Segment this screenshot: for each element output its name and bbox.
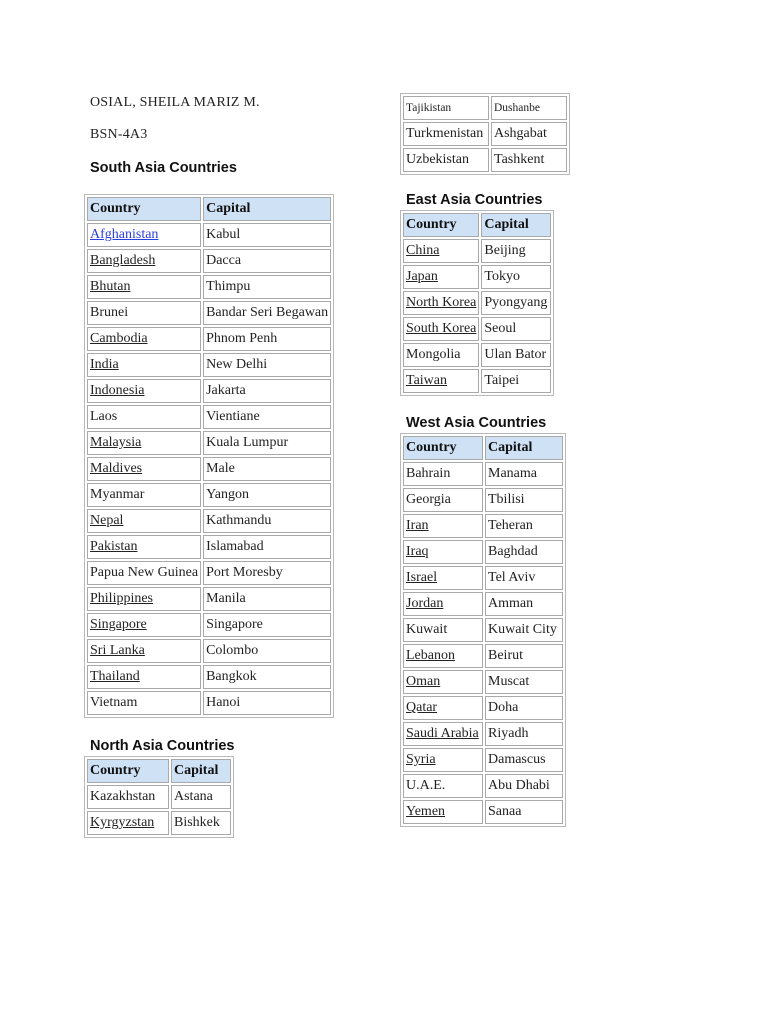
column-header-capital: Capital: [485, 436, 563, 460]
table-row: [87, 509, 331, 533]
capital-cell: Ulan Bator: [481, 343, 551, 367]
capital-cell: Tel Aviv: [485, 566, 563, 590]
capital-cell: Doha: [485, 696, 563, 720]
capital-cell: Port Moresby: [203, 561, 331, 585]
table-row: [403, 462, 563, 486]
column-header-country: Country: [403, 213, 479, 237]
table-row: [403, 317, 551, 341]
country-cell: [87, 665, 201, 689]
country-cell: [87, 535, 201, 559]
country-cell: [87, 483, 201, 507]
table-header-row: [403, 213, 551, 237]
country-cell: [403, 696, 483, 720]
country-link[interactable]: Qatar: [406, 700, 438, 715]
capital-cell: Manama: [485, 462, 563, 486]
column-header-country: Country: [87, 759, 169, 783]
country-name: Brunei: [90, 305, 129, 320]
country-cell: [403, 618, 483, 642]
capital-cell: Beijing: [481, 239, 551, 263]
country-cell: [87, 405, 201, 429]
column-header-country: Country: [87, 197, 201, 221]
capital-cell: Abu Dhabi: [485, 774, 563, 798]
country-cell: [87, 691, 201, 715]
table-row: [87, 405, 331, 429]
country-cell: [403, 488, 483, 512]
table-row: [87, 457, 331, 481]
country-link[interactable]: Bangladesh: [90, 253, 156, 268]
table-row: [403, 96, 567, 120]
table-row: [87, 301, 331, 325]
capital-cell: Baghdad: [485, 540, 563, 564]
table-row: [87, 785, 231, 809]
table-row: [403, 800, 563, 824]
table-row: [87, 431, 331, 455]
column-header-capital: Capital: [203, 197, 331, 221]
country-name: Kazakhstan: [90, 789, 156, 804]
capital-cell: Phnom Penh: [203, 327, 331, 351]
country-link[interactable]: China: [406, 243, 440, 258]
table-row: [403, 696, 563, 720]
table-row: [403, 592, 563, 616]
capital-cell: Yangon: [203, 483, 331, 507]
country-cell: [87, 249, 201, 273]
country-cell: [403, 644, 483, 668]
country-link[interactable]: Taiwan: [406, 373, 448, 388]
capital-cell: Astana: [171, 785, 231, 809]
table-row: [403, 722, 563, 746]
table-header-row: [87, 759, 231, 783]
country-name: Kuwait: [406, 622, 448, 637]
country-name: Uzbekistan: [406, 152, 469, 167]
table-row: [87, 483, 331, 507]
table-row: [403, 774, 563, 798]
capital-cell: Kuala Lumpur: [203, 431, 331, 455]
capital-cell: Dacca: [203, 249, 331, 273]
capital-cell: Kabul: [203, 223, 331, 247]
country-cell: [403, 122, 489, 146]
country-cell: [87, 301, 201, 325]
table-row: [87, 613, 331, 637]
capital-cell: Thimpu: [203, 275, 331, 299]
table-header-row: [403, 436, 563, 460]
table-row: [403, 566, 563, 590]
capital-cell: Kuwait City: [485, 618, 563, 642]
country-cell: [87, 561, 201, 585]
table-row: [403, 618, 563, 642]
capital-cell: Colombo: [203, 639, 331, 663]
country-name: Bahrain: [406, 466, 451, 481]
country-name: Vietnam: [90, 695, 138, 710]
country-link[interactable]: Kyrgyzstan: [90, 815, 155, 830]
country-link[interactable]: Syria: [406, 752, 436, 767]
table-row: [87, 379, 331, 403]
country-link[interactable]: Maldives: [90, 461, 143, 476]
table-row: [87, 639, 331, 663]
column-header-capital: Capital: [481, 213, 551, 237]
east-asia-heading: East Asia Countries: [406, 192, 543, 208]
country-cell: [403, 239, 479, 263]
table-row: [87, 249, 331, 273]
country-cell: [403, 291, 479, 315]
country-link[interactable]: Saudi Arabia: [406, 726, 479, 741]
country-cell: [87, 613, 201, 637]
table-row: [87, 327, 331, 351]
capital-cell: New Delhi: [203, 353, 331, 377]
country-name: Tajikistan: [406, 102, 452, 114]
country-link[interactable]: Afghanistan: [90, 227, 159, 242]
country-link[interactable]: Sri Lanka: [90, 643, 145, 658]
west-asia-heading: West Asia Countries: [406, 415, 547, 431]
country-name: U.A.E.: [406, 778, 446, 793]
country-cell: [87, 275, 201, 299]
capital-cell: Jakarta: [203, 379, 331, 403]
country-cell: [87, 811, 169, 835]
country-cell: [403, 148, 489, 172]
country-link[interactable]: India: [90, 357, 119, 372]
country-cell: [87, 457, 201, 481]
capital-cell: Hanoi: [203, 691, 331, 715]
country-link[interactable]: Jordan: [406, 596, 444, 611]
table-row: [87, 223, 331, 247]
table-row: [87, 535, 331, 559]
country-link[interactable]: Cambodia: [90, 331, 148, 346]
country-cell: [87, 353, 201, 377]
country-cell: [403, 369, 479, 393]
country-link[interactable]: Thailand: [90, 669, 140, 684]
country-cell: [403, 566, 483, 590]
table-row: [87, 811, 231, 835]
country-name: Papua New Guinea: [90, 565, 199, 580]
east-asia-table: [400, 210, 554, 396]
capital-cell: Bangkok: [203, 665, 331, 689]
country-cell: [403, 748, 483, 772]
country-link[interactable]: Israel: [406, 570, 438, 585]
country-link[interactable]: Oman: [406, 674, 441, 689]
capital-cell: Manila: [203, 587, 331, 611]
capital-cell: Male: [203, 457, 331, 481]
table-row: [403, 265, 551, 289]
south-asia-heading: South Asia Countries: [90, 160, 237, 176]
table-row: [403, 488, 563, 512]
country-link[interactable]: Indonesia: [90, 383, 145, 398]
table-row: [403, 748, 563, 772]
country-link[interactable]: Philippines: [90, 591, 154, 606]
country-cell: [87, 587, 201, 611]
table-row: [403, 369, 551, 393]
country-cell: [87, 327, 201, 351]
country-link[interactable]: North Korea: [406, 295, 477, 310]
north-asia-table: [84, 756, 234, 838]
country-link[interactable]: Singapore: [90, 617, 147, 632]
capital-cell: Islamabad: [203, 535, 331, 559]
country-link[interactable]: Iraq: [406, 544, 429, 559]
country-cell: [403, 722, 483, 746]
capital-cell: Vientiane: [203, 405, 331, 429]
table-row: [403, 514, 563, 538]
country-link[interactable]: Nepal: [90, 513, 124, 528]
capital-cell: Muscat: [485, 670, 563, 694]
capital-cell: Teheran: [485, 514, 563, 538]
capital-cell: Amman: [485, 592, 563, 616]
country-cell: [87, 509, 201, 533]
country-cell: [403, 774, 483, 798]
capital-cell: Tbilisi: [485, 488, 563, 512]
table-header-row: [87, 197, 331, 221]
country-cell: [403, 592, 483, 616]
capital-cell: Tashkent: [491, 148, 567, 172]
country-name: Myanmar: [90, 487, 145, 502]
country-name: Turkmenistan: [406, 126, 484, 141]
west-asia-table: [400, 433, 566, 827]
central-asia-table-continued: [400, 93, 570, 175]
capital-cell: Sanaa: [485, 800, 563, 824]
capital-cell: Beirut: [485, 644, 563, 668]
country-cell: [403, 317, 479, 341]
table-row: [87, 353, 331, 377]
country-link[interactable]: Iran: [406, 518, 429, 533]
country-cell: [403, 540, 483, 564]
capital-cell: Riyadh: [485, 722, 563, 746]
country-cell: [403, 670, 483, 694]
section-code: BSN-4A3: [90, 127, 148, 142]
country-cell: [87, 785, 169, 809]
table-row: [403, 670, 563, 694]
country-cell: [87, 379, 201, 403]
country-link[interactable]: Pakistan: [90, 539, 138, 554]
table-row: [87, 561, 331, 585]
country-cell: [403, 462, 483, 486]
country-cell: [87, 639, 201, 663]
country-cell: [403, 514, 483, 538]
capital-cell: Seoul: [481, 317, 551, 341]
country-cell: [403, 96, 489, 120]
capital-cell: Bandar Seri Begawan: [203, 301, 331, 325]
author-name: OSIAL, SHEILA MARIZ M.: [90, 95, 260, 110]
table-row: [403, 291, 551, 315]
table-row: [87, 275, 331, 299]
country-link[interactable]: Japan: [406, 269, 438, 284]
capital-cell: Kathmandu: [203, 509, 331, 533]
capital-cell: Singapore: [203, 613, 331, 637]
country-link[interactable]: Bhutan: [90, 279, 131, 294]
capital-cell: Tokyo: [481, 265, 551, 289]
country-cell: [403, 343, 479, 367]
country-name: Georgia: [406, 492, 451, 507]
country-link[interactable]: Yemen: [406, 804, 446, 819]
capital-cell: Ashgabat: [491, 122, 567, 146]
country-name: Laos: [90, 409, 118, 424]
country-link[interactable]: Malaysia: [90, 435, 142, 450]
capital-cell: Taipei: [481, 369, 551, 393]
column-header-country: Country: [403, 436, 483, 460]
capital-cell: Dushanbe: [491, 96, 567, 120]
capital-cell: Bishkek: [171, 811, 231, 835]
table-row: [87, 665, 331, 689]
table-row: [403, 122, 567, 146]
table-row: [403, 644, 563, 668]
table-row: [87, 587, 331, 611]
capital-cell: Damascus: [485, 748, 563, 772]
table-row: [403, 148, 567, 172]
table-row: [403, 343, 551, 367]
column-header-capital: Capital: [171, 759, 231, 783]
north-asia-heading: North Asia Countries: [90, 738, 235, 754]
south-asia-table: [84, 194, 334, 718]
table-row: [403, 239, 551, 263]
table-row: [403, 540, 563, 564]
country-link[interactable]: South Korea: [406, 321, 477, 336]
country-cell: [87, 223, 201, 247]
table-row: [87, 691, 331, 715]
country-cell: [87, 431, 201, 455]
capital-cell: Pyongyang: [481, 291, 551, 315]
country-name: Mongolia: [406, 347, 461, 362]
country-link[interactable]: Lebanon: [406, 648, 455, 663]
country-cell: [403, 800, 483, 824]
country-cell: [403, 265, 479, 289]
